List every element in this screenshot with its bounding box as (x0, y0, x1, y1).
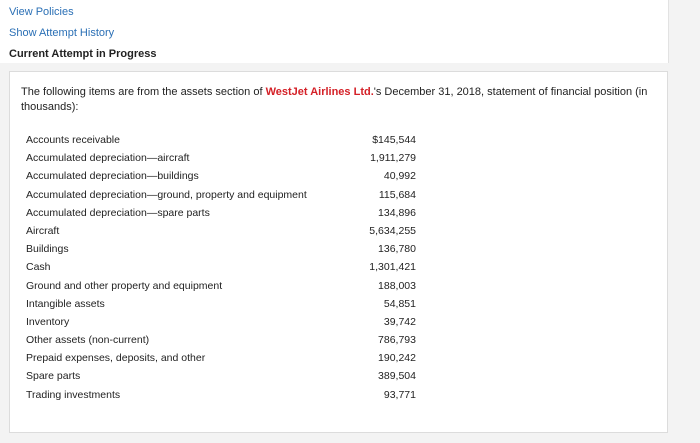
item-value: 786,793 (378, 334, 416, 347)
item-value: 389,504 (378, 370, 416, 383)
item-value: 54,851 (383, 297, 416, 310)
item-label: Cash (26, 261, 51, 274)
list-item (26, 280, 416, 298)
intro-text-after: 's December 31, 2018, statement of financial position (in thousands): (21, 86, 648, 113)
item-value: 190,242 (378, 352, 416, 365)
item-value: 188,003 (378, 279, 416, 292)
question-card (9, 71, 668, 433)
item-label: Inventory (26, 315, 70, 328)
list-item (26, 298, 416, 316)
item-label: Buildings (26, 243, 69, 256)
item-label: Aircraft (26, 224, 60, 237)
item-value: 136,780 (378, 243, 416, 256)
list-item (26, 334, 416, 352)
item-label: Other assets (non-current) (26, 334, 150, 347)
list-item (26, 170, 416, 188)
item-value: 39,742 (383, 315, 416, 328)
item-label: Intangible assets (26, 297, 105, 310)
item-value: 1,301,421 (369, 261, 416, 274)
item-label: Trading investments (26, 388, 121, 401)
item-label: Ground and other property and equipment (26, 279, 223, 292)
item-value: 115,684 (378, 188, 416, 201)
list-item (26, 152, 416, 170)
view-policies-link[interactable]: View Policies (9, 6, 74, 18)
list-item (26, 370, 416, 388)
assets-items-list (26, 134, 416, 407)
list-item (26, 261, 416, 279)
list-item (26, 134, 416, 152)
item-value: $145,544 (372, 134, 416, 146)
item-label: Spare parts (26, 370, 81, 383)
item-value: 134,896 (378, 206, 416, 219)
item-value: 1,911,279 (370, 152, 416, 165)
item-value: 5,634,255 (369, 224, 416, 237)
item-label: Accumulated depreciation—spare parts (26, 206, 210, 219)
item-value: 40,992 (383, 170, 416, 183)
item-label: Accounts receivable (26, 134, 120, 146)
list-item (26, 225, 416, 243)
list-item (26, 389, 416, 407)
list-item (26, 207, 416, 225)
item-value: 93,771 (383, 388, 416, 401)
attempt-panel (0, 0, 669, 63)
list-item (26, 243, 416, 261)
intro-text-before: The following items are from the assets section of (21, 86, 266, 98)
show-attempt-history-link[interactable]: Show Attempt History (9, 27, 115, 39)
current-attempt-heading: Current Attempt in Progress (9, 48, 157, 60)
question-intro (21, 85, 651, 115)
list-item (26, 352, 416, 370)
company-name: WestJet Airlines Ltd. (265, 86, 374, 98)
item-label: Accumulated depreciation—buildings (26, 170, 199, 183)
list-item (26, 316, 416, 334)
item-label: Accumulated depreciation—ground, property and equipment (26, 188, 307, 201)
item-label: Prepaid expenses, deposits, and other (26, 352, 206, 365)
list-item (26, 189, 416, 207)
item-label: Accumulated depreciation—aircraft (26, 152, 190, 165)
